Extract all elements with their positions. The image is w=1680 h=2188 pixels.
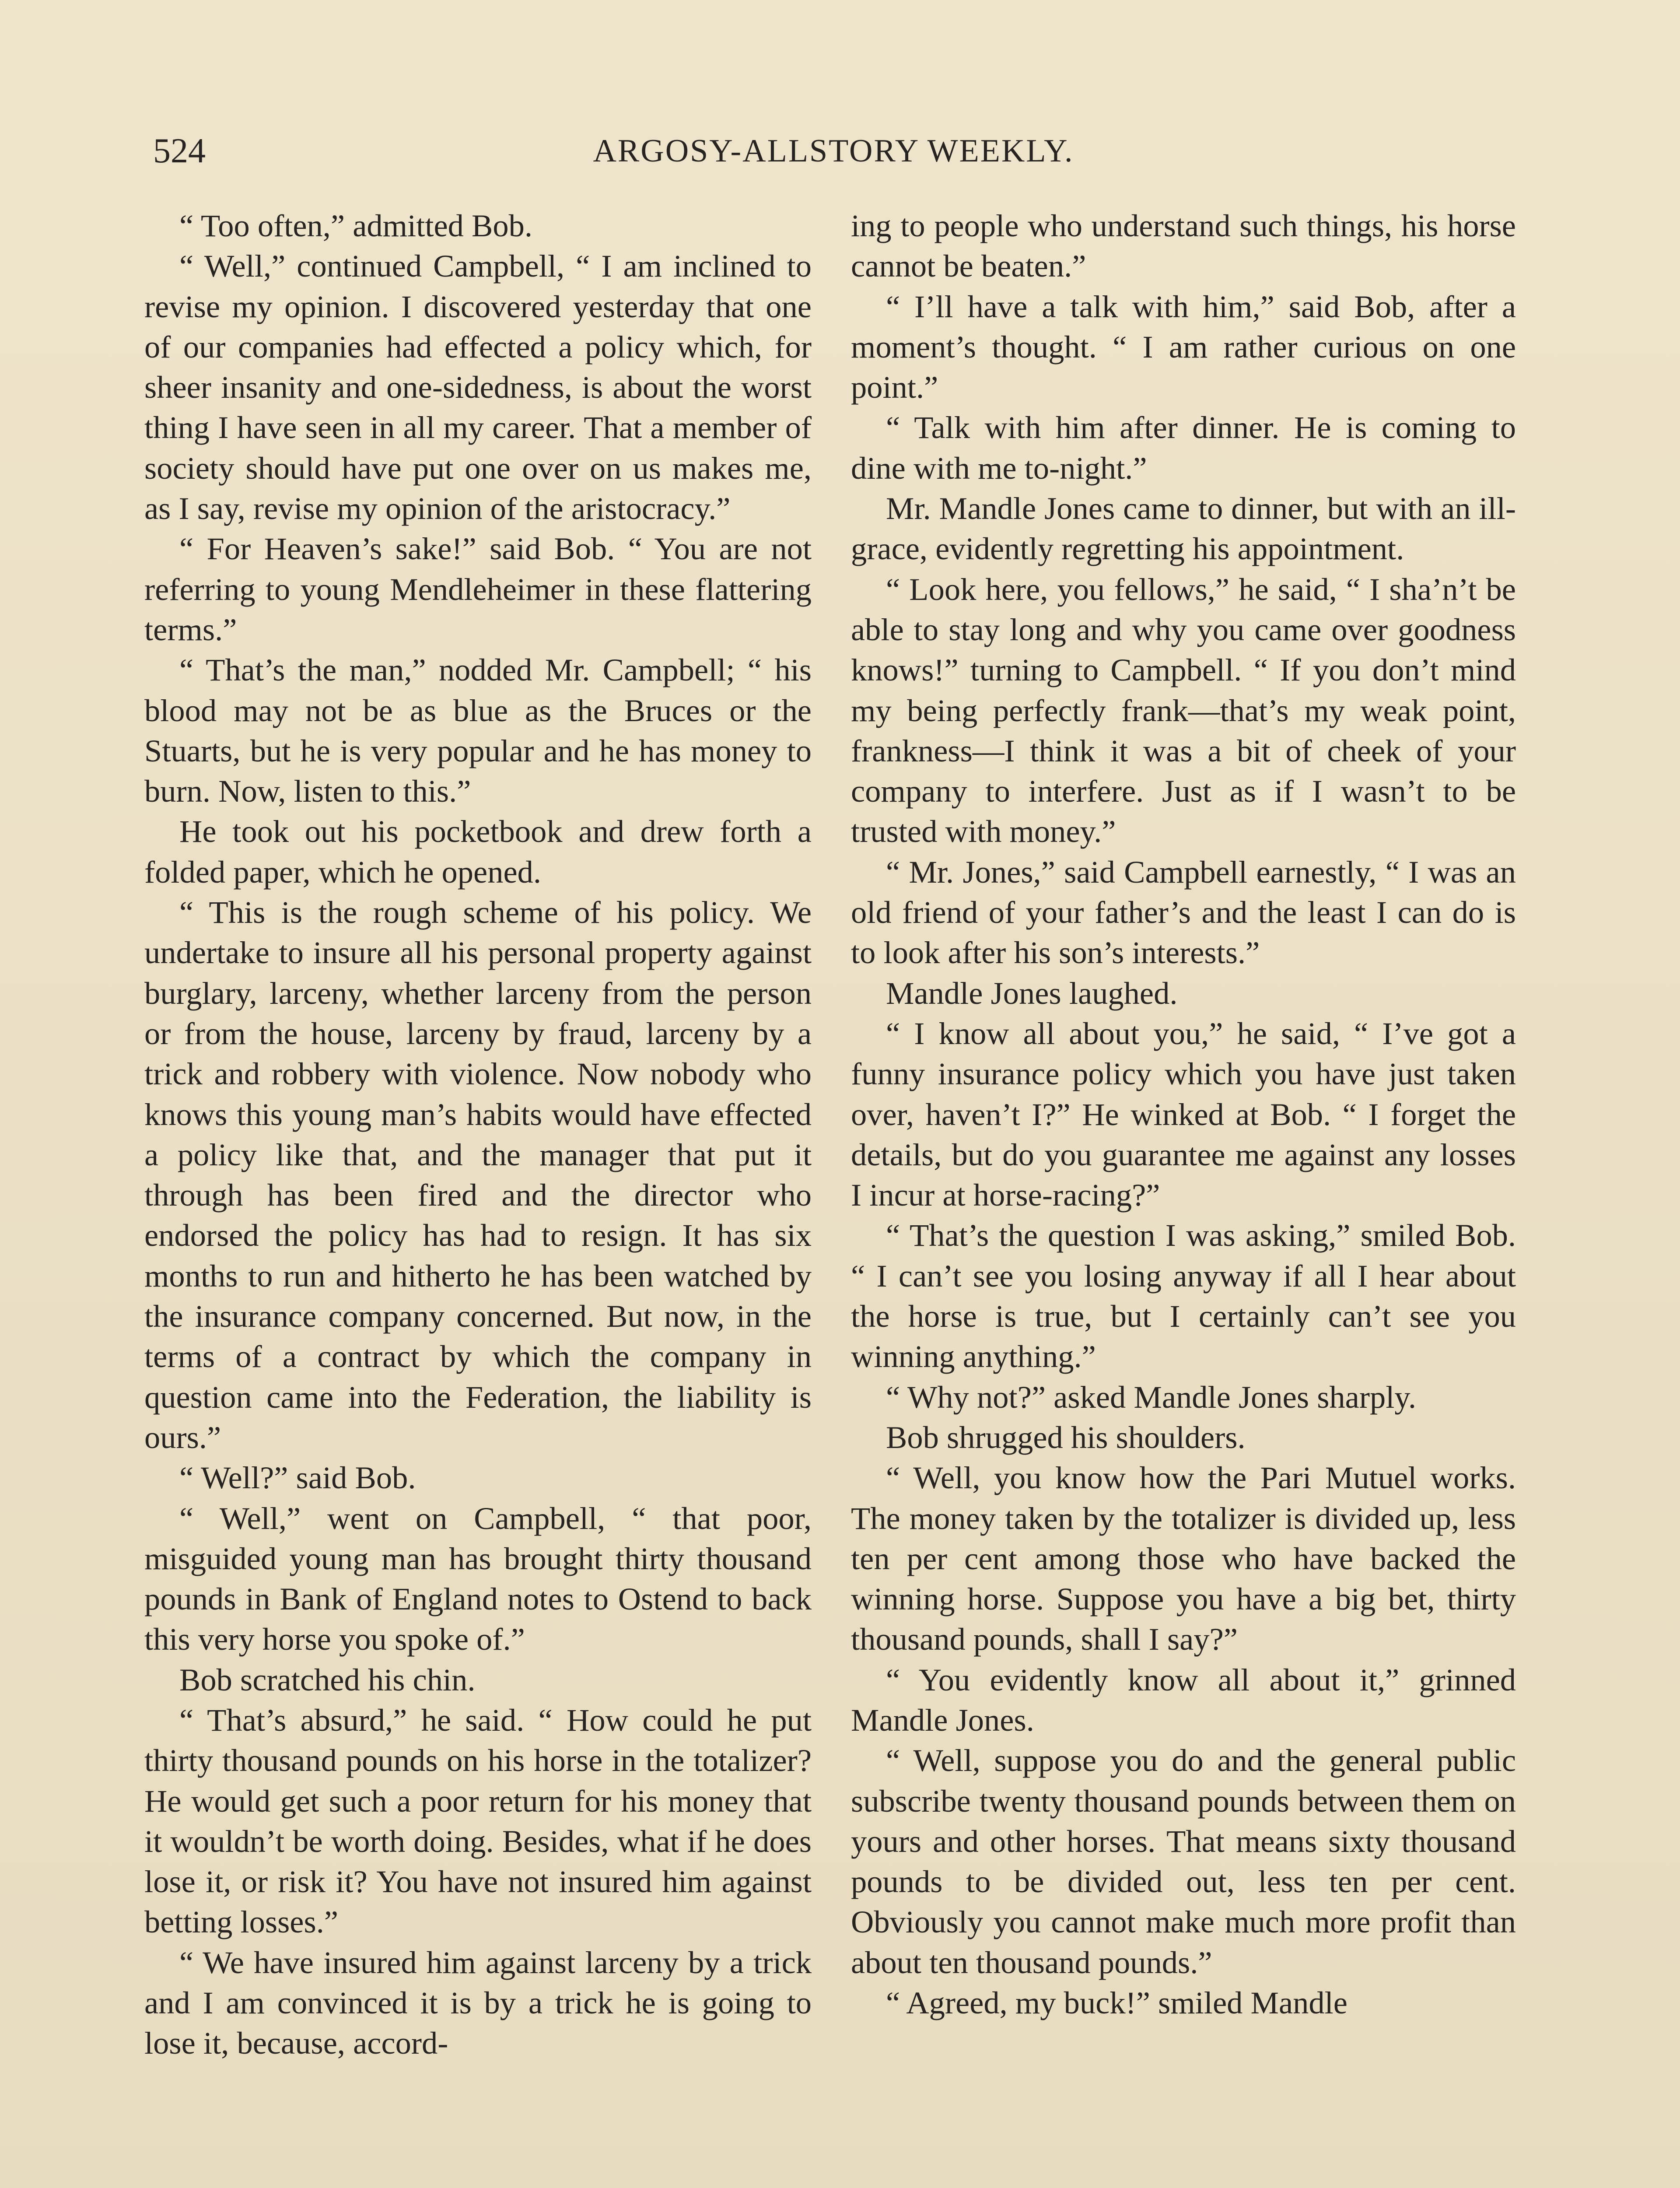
paragraph: “ I know all about you,” he said, “ I’ve got a funny insurance policy which you have just taken over, haven’t I?” He winked at Bob. “ I forget the details, but do you guarantee me against any losses I incur at horse-racing?” <box>851 1015 1516 1213</box>
paragraph: “ Well, suppose you do and the general public subscribe twenty thousand pounds between them on yours and other horses. That means sixty thousand pounds to be divided out, less ten per cent. Obviously you cannot make much more profit than about ten thousand pounds.” <box>851 1743 1516 1980</box>
paragraph: “ Well,” continued Campbell, “ I am inclined to revise my opinion. I discovered yesterday that one of our companies had effected a policy which, for sheer insanity and one-sidedness, is about the worst thing I have seen in all my career. That a member of society should have put one over on us makes me, as I say, revise my opinion of the aristocracy.” <box>144 248 812 526</box>
paragraph: Mandle Jones laughed. <box>886 975 1178 1011</box>
paragraph: Bob scratched his chin. <box>179 1662 476 1697</box>
paragraph: He took out his pocketbook and drew forth a folded paper, which he opened. <box>144 813 812 890</box>
paragraph: Mr. Mandle Jones came to dinner, but with an ill-grace, evidently regretting his appointment. <box>851 491 1516 567</box>
paragraph: Bob shrugged his shoulders. <box>886 1419 1246 1455</box>
page-header <box>153 127 1514 175</box>
running-head: ARGOSY-ALLSTORY WEEKLY. <box>593 133 1074 169</box>
paragraph: “ Too often,” admitted Bob. <box>179 208 533 243</box>
paragraph: “ You evidently know all about it,” grinned Mandle Jones. <box>851 1662 1516 1738</box>
right-column <box>851 206 1516 2023</box>
paragraph: “ We have insured him against larceny by a trick and I am convinced it is by a trick he is going to lose it, because, accord- <box>144 1944 812 2061</box>
paragraph: “ Well?” said Bob. <box>179 1460 416 1496</box>
paragraph: “ Look here, you fellows,” he said, “ I sha’n’t be able to stay long and why you came over goodness knows!” turning to Campbell. “ If you don’t mind my being perfectly frank—that’s my weak point, frankness—I think it was a bit of cheek of your company to interfere. Just as if I wasn’t to be trusted with money.” <box>851 571 1516 849</box>
paragraph: “ Agreed, my buck!” smiled Mandle <box>886 1985 1348 2021</box>
paragraph: “ For Heaven’s sake!” said Bob. “ You are not referring to young Mendleheimer in these flattering terms.” <box>144 531 812 647</box>
paragraph: “ Mr. Jones,” said Campbell earnestly, “ I was an old friend of your father’s and the least I can do is to look after his son’s interests.” <box>851 854 1516 971</box>
paragraph: “ I’ll have a talk with him,” said Bob, after a moment’s thought. “ I am rather curious on one point.” <box>851 288 1516 405</box>
paragraph-continuation: ing to people who understand such things, his horse cannot be beaten.” <box>851 208 1516 284</box>
paragraph: “ Why not?” asked Mandle Jones sharply. <box>886 1379 1417 1415</box>
paragraph: “ This is the rough scheme of his policy. We undertake to insure all his personal property against burglary, larceny, whether larceny from the person or from the house, larceny by fraud, larceny by a trick and robbery with violence. Now nobody who knows this young man’s habits would have effected a policy like that, and the manager that put it through has been fired and the director who endorsed the policy has had to resign. It has six months to run and hitherto he has been watched by the insurance company concerned. But now, in the terms of a contract by which the company in question came into the Federation, the liability is ours.” <box>144 894 812 1455</box>
paragraph: “ Well, you know how the Pari Mutuel works. The money taken by the totalizer is divided up, less ten per cent among those who have backed the winning horse. Suppose you have a big bet, thirty thousand pounds, shall I say?” <box>851 1460 1516 1657</box>
page-number: 524 <box>153 132 206 170</box>
paragraph: “ That’s the man,” nodded Mr. Campbell; “ his blood may not be as blue as the Bruces or the Stuarts, but he is very popular and he has money to burn. Now, listen to this.” <box>144 652 812 809</box>
left-column <box>144 206 812 2064</box>
paragraph: “ That’s the question I was asking,” smiled Bob. “ I can’t see you losing anyway if all I hear about the horse is true, but I certainly can’t see you winning anything.” <box>851 1217 1516 1375</box>
paragraph: “ Well,” went on Campbell, “ that poor, misguided young man has brought thirty thousand pounds in Bank of England notes to Ostend to back this very horse you spoke of.” <box>144 1500 812 1657</box>
paragraph: “ Talk with him after dinner. He is coming to dine with me to-night.” <box>851 410 1516 486</box>
paragraph: “ That’s absurd,” he said. “ How could he put thirty thousand pounds on his horse in the totalizer? He would get such a poor return for his money that it wouldn’t be worth doing. Besides, what if he does lose it, or risk it? You have not insured him against betting losses.” <box>144 1702 812 1940</box>
